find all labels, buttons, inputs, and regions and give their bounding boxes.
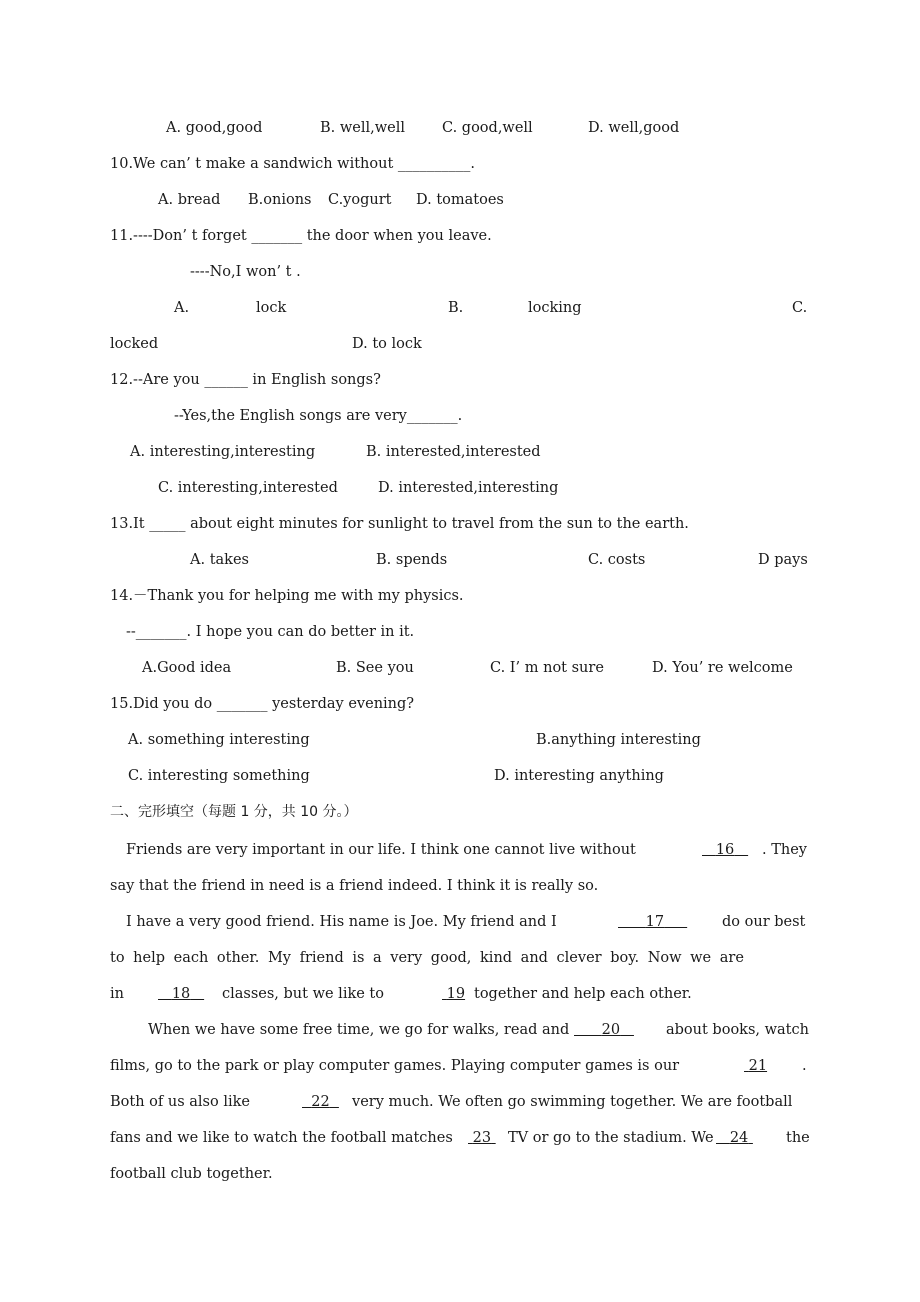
q11-option-c-text: locked — [110, 336, 159, 352]
blank-24 — [716, 1128, 753, 1148]
blank-number: 18 — [171, 986, 191, 1002]
blank-number: 23 — [472, 1130, 492, 1146]
q11-option-a-letter: A. — [174, 300, 190, 316]
q10-option-a: A. bread — [158, 192, 221, 208]
q9-option-d: D. well,good — [588, 120, 680, 136]
q10-stem: 10.We can’ t make a sandwich without __________. — [110, 156, 476, 172]
section-heading: 二、完形填空（每题 1 分，共 10 分。） — [110, 804, 358, 820]
passage-line: do our best — [722, 914, 806, 930]
q12-option-c: C. interesting,interested — [158, 480, 338, 496]
q11-option-a-text: lock — [256, 300, 287, 316]
q14-option-b: B. See you — [336, 660, 414, 676]
q13-stem: 13.It _____ about eight minutes for sunlight to travel from the sun to the earth. — [110, 516, 689, 532]
passage-line: fans and we like to watch the football matches — [110, 1130, 453, 1146]
blank-17 — [618, 912, 687, 932]
blank-number: 19 — [446, 986, 466, 1002]
blank-number: 20 — [601, 1022, 621, 1038]
blank-22 — [302, 1092, 339, 1112]
q10-option-c: C.yogurt — [328, 192, 392, 208]
blank-number: 24 — [729, 1130, 749, 1146]
blank-number: 16 — [715, 842, 735, 858]
passage-line: TV or go to the stadium. We — [508, 1130, 714, 1146]
passage-line: together and help each other. — [474, 986, 692, 1002]
blank-19 — [442, 984, 465, 1004]
q11-option-c-letter: C. — [792, 300, 808, 316]
q12-option-d: D. interested,interesting — [378, 480, 559, 496]
q11-option-d: D. to lock — [352, 336, 422, 352]
passage-line: about books, watch — [666, 1022, 809, 1038]
blank-number: 21 — [748, 1058, 768, 1074]
q13-option-c: C. costs — [588, 552, 646, 568]
passage-line: very much. We often go swimming together. We are football — [352, 1094, 793, 1110]
passage-line: Friends are very important in our life. I think one cannot live without — [126, 842, 636, 858]
q11-reply: ----No,I won’ t . — [190, 264, 301, 280]
q15-option-c: C. interesting something — [128, 768, 310, 784]
blank-20 — [574, 1020, 634, 1040]
q11-option-b-letter: B. — [448, 300, 464, 316]
passage-line: football club together. — [110, 1166, 273, 1182]
passage-line: I have a very good friend. His name is Joe. My friend and I — [126, 914, 557, 930]
passage-line: in — [110, 986, 124, 1002]
passage-line: When we have some free time, we go for walks, read and — [148, 1022, 570, 1038]
q9-option-a: A. good,good — [166, 120, 263, 136]
blank-18 — [158, 984, 204, 1004]
q13-option-d: D pays — [758, 552, 808, 568]
passage-line: the — [786, 1130, 810, 1146]
q14-option-c: C. I’ m not sure — [490, 660, 604, 676]
q15-option-a: A. something interesting — [128, 732, 310, 748]
q9-option-b: B. well,well — [320, 120, 406, 136]
q11-stem: 11.----Don’ t forget _______ the door when you leave. — [110, 228, 492, 244]
q14-option-d: D. You’ re welcome — [652, 660, 793, 676]
q15-option-d: D. interesting anything — [494, 768, 664, 784]
q15-option-b: B.anything interesting — [536, 732, 701, 748]
q12-option-a: A. interesting,interesting — [130, 444, 316, 460]
q14-option-a: A.Good idea — [142, 660, 232, 676]
q15-stem: 15.Did you do _______ yesterday evening? — [110, 696, 415, 712]
q12-option-b: B. interested,interested — [366, 444, 541, 460]
q14-stem: 14.－Thank you for helping me with my physics. — [110, 588, 464, 604]
blank-number: 17 — [645, 914, 665, 930]
q9-option-c: C. good,well — [442, 120, 533, 136]
passage-line: . — [802, 1058, 807, 1074]
passage-line: to help each other. My friend is a very good, kind and clever boy. Now we are — [110, 950, 744, 966]
blank-number: 22 — [311, 1094, 330, 1110]
q10-option-b: B.onions — [248, 192, 312, 208]
passage-line: classes, but we like to — [222, 986, 384, 1002]
passage-line: films, go to the park or play computer games. Playing computer games is our — [110, 1058, 680, 1074]
passage-line: say that the friend in need is a friend indeed. I think it is really so. — [110, 878, 599, 894]
q14-reply: --_______. I hope you can do better in it. — [126, 624, 415, 640]
passage-line: Both of us also like — [110, 1094, 250, 1110]
q13-option-b: B. spends — [376, 552, 448, 568]
q10-option-d: D. tomatoes — [416, 192, 504, 208]
q12-reply: --Yes,the English songs are very_______. — [174, 408, 463, 424]
blank-16 — [702, 840, 748, 860]
q12-stem: 12.--Are you ______ in English songs? — [110, 372, 381, 388]
q13-option-a: A. takes — [190, 552, 249, 568]
blank-23 — [468, 1128, 496, 1148]
passage-line: . They — [762, 842, 808, 858]
blank-21 — [744, 1056, 767, 1076]
q11-option-b-text: locking — [528, 300, 582, 316]
